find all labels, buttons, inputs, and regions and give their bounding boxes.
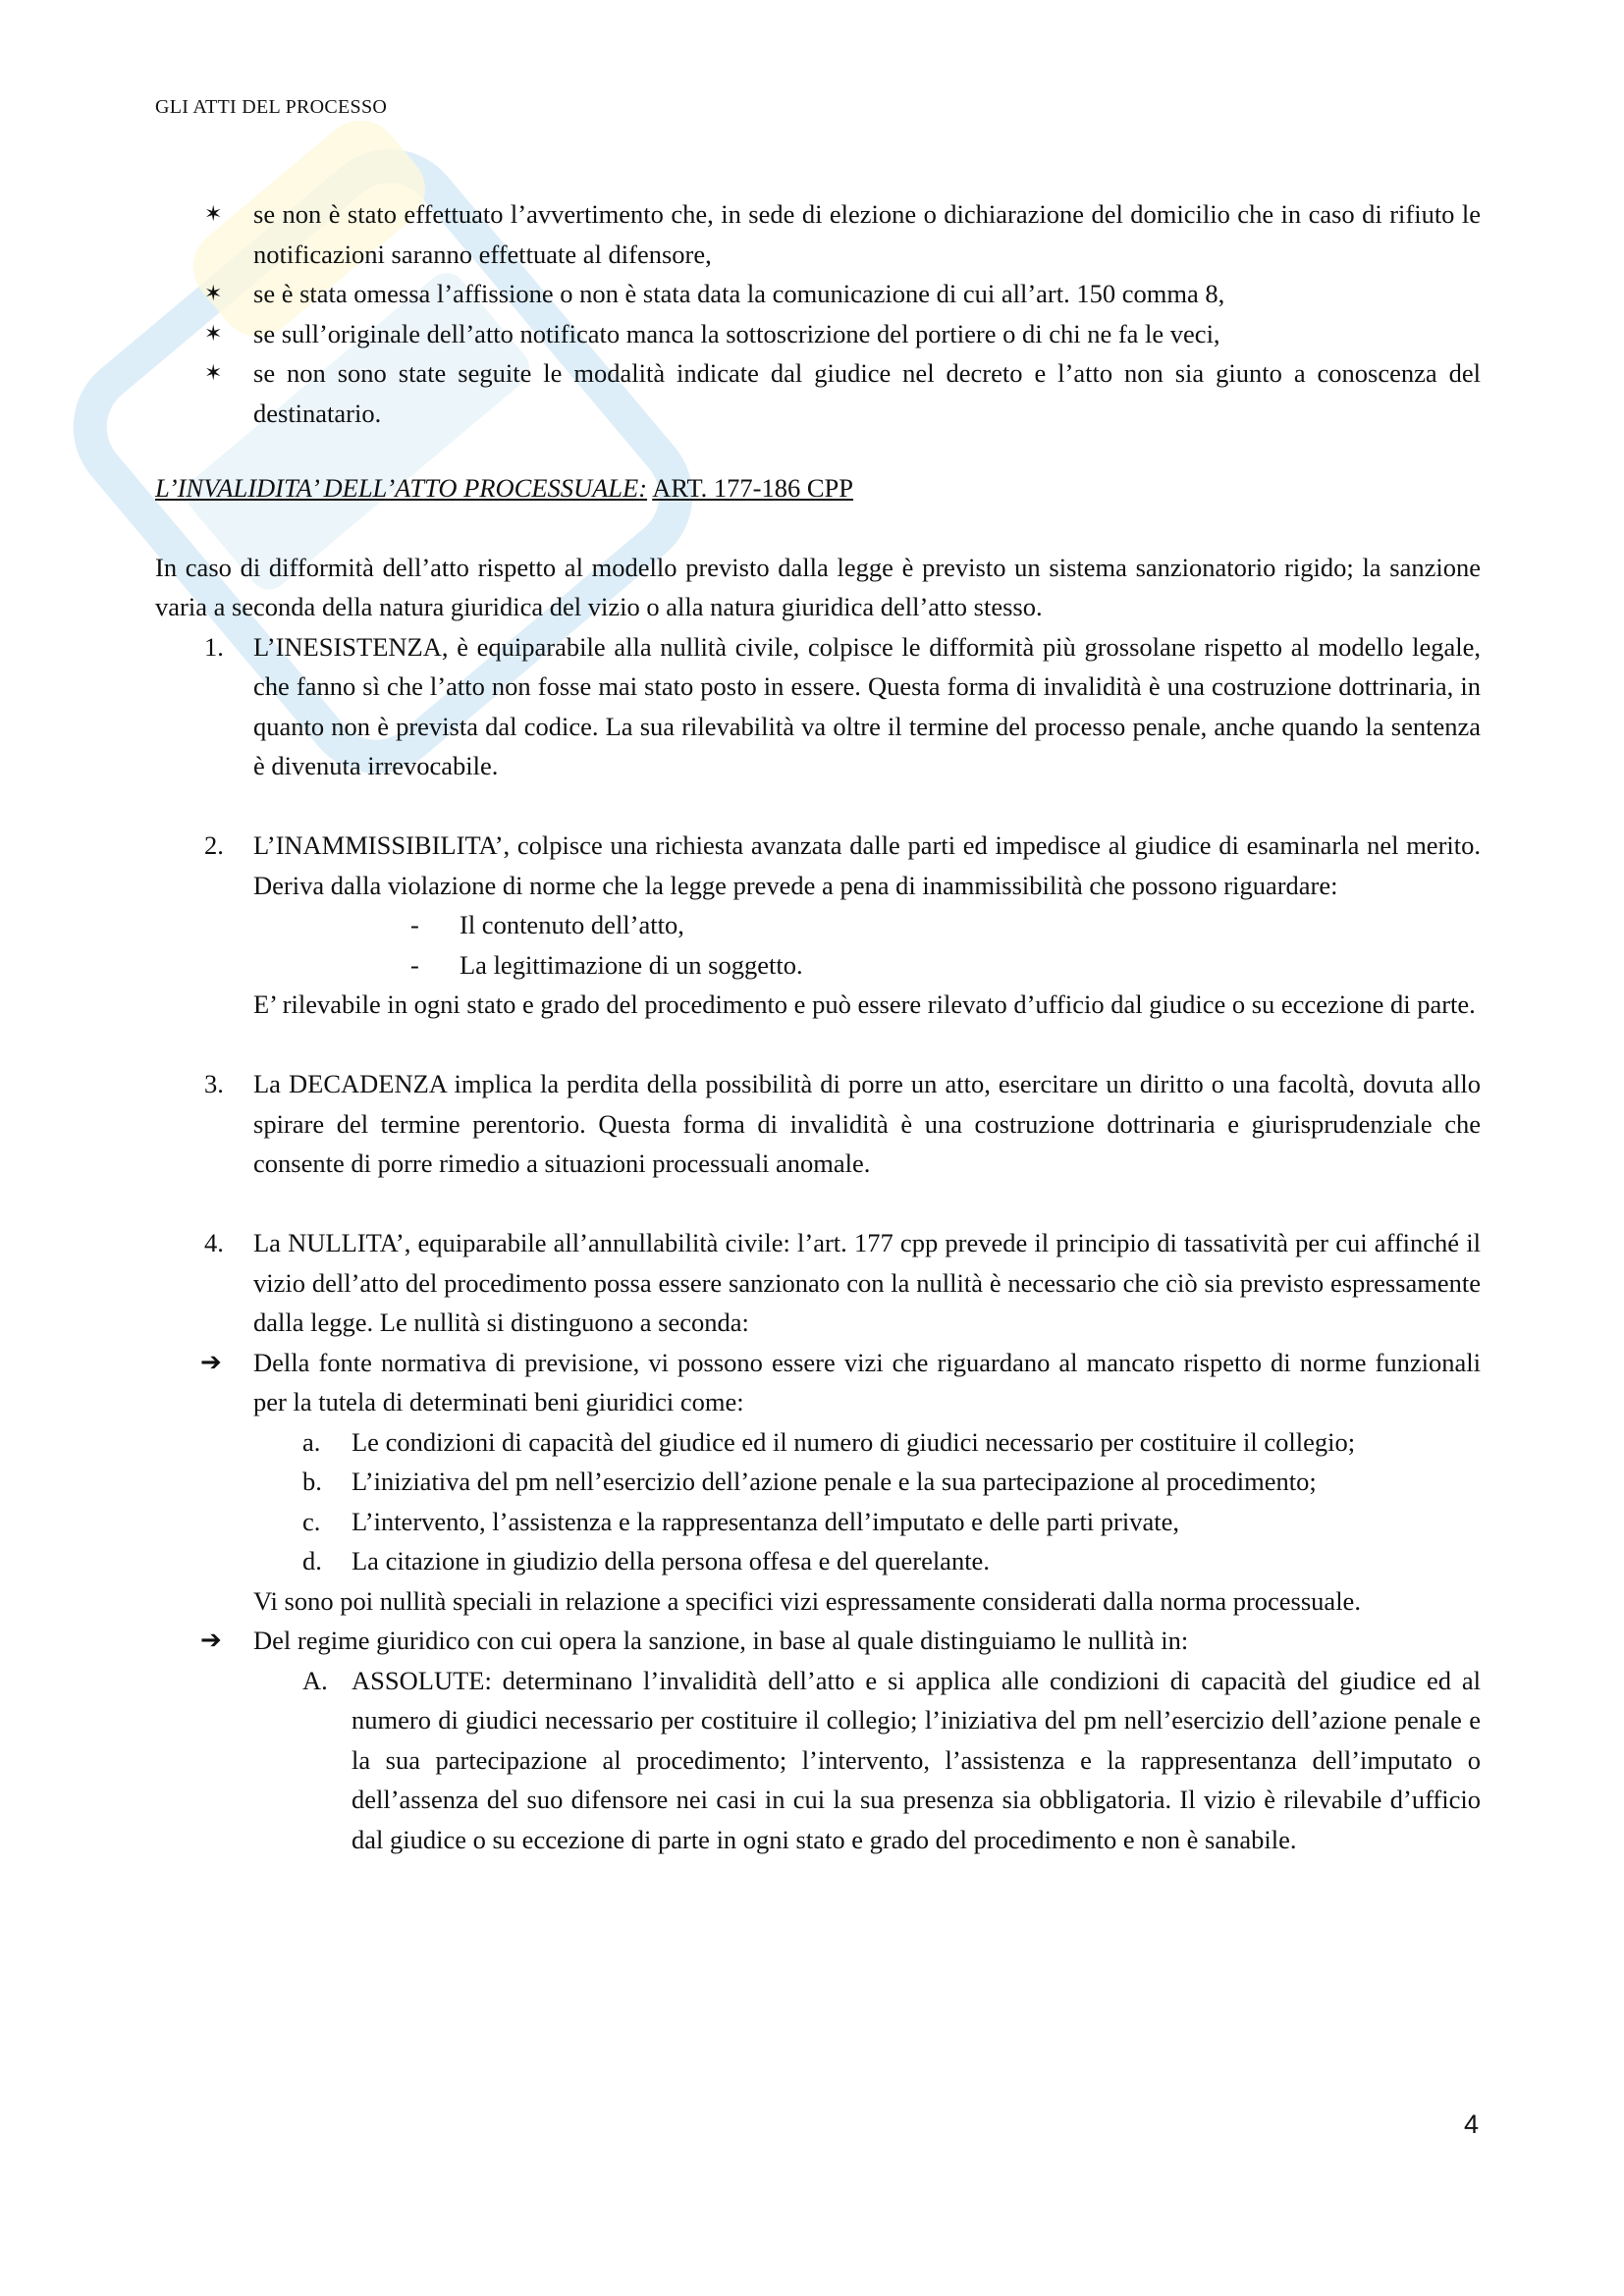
list-item <box>155 274 1481 314</box>
item-text: La DECADENZA implica la perdita della possibilità di porre un atto, esercitare un diritto o una facoltà, dovuta allo spirare del termine perentorio. Questa forma di invalidità è una costruzione dottrinaria e giurisprudenziale che consente di porre rimedio a situazioni processuali anomale. <box>253 1069 1481 1178</box>
list-item <box>155 1502 1481 1542</box>
list-item <box>155 905 1481 945</box>
list-item-text: L’intervento, l’assistenza e la rappresentanza dell’imputato e delle parti private, <box>352 1506 1179 1536</box>
item-letter: b. <box>302 1467 322 1496</box>
regime-sublist <box>155 1661 1481 1860</box>
list-item <box>155 353 1481 433</box>
item-note: Vi sono poi nullità speciali in relazione a specifici vizi espressamente considerati dalla norma processuale. <box>253 1585 1361 1616</box>
nullity-classification-list <box>155 1343 1481 1860</box>
list-item-text: Del regime giuridico con cui opera la sanzione, in base al quale distinguiamo le nullità in: <box>253 1626 1189 1655</box>
list-item <box>155 1541 1481 1581</box>
arrow-right-icon: ➔ <box>200 1626 222 1655</box>
section-heading <box>155 468 1481 508</box>
item-letter: A. <box>302 1665 328 1695</box>
item-inammissibilita <box>155 826 1481 1025</box>
list-item-text: se sull’originale dell’atto notificato manca la sottoscrizione del portiere o di chi ne fa le veci, <box>253 318 1220 348</box>
item-number: 2. <box>204 830 224 860</box>
classification-regime <box>155 1621 1481 1859</box>
fonte-sublist <box>155 1422 1481 1581</box>
item-text: La NULLITA’, equiparabile all’annullabilità civile: l’art. 177 cpp prevede il principio di tassatività per cui affinché il vizio dell’atto del procedimento possa essere sanzionato con la nullità è necessario che ciò sia previsto espressamente dalla legge. Le nullità si distinguono a seconda: <box>253 1228 1481 1337</box>
dash-bullet: - <box>410 949 419 980</box>
list-item-text: se non è stato effettuato l’avvertimento che, in sede di elezione o dichiarazione del domicilio che in caso di rifiuto le notificazioni saranno effettuate al difensore, <box>253 199 1481 269</box>
item-number: 1. <box>204 631 224 662</box>
item-letter: c. <box>302 1506 321 1536</box>
list-item <box>155 194 1481 274</box>
item-text: L’INAMMISSIBILITA’, colpisce una richiesta avanzata dalle parti ed impedisce al giudice di esaminarla nel merito. Deriva dalla violazione di norme che la legge prevede a pena di inammissibilità che possono riguardare: <box>253 830 1481 900</box>
item-inesistenza <box>155 627 1481 786</box>
section-heading-article: ART. 177-186 CPP <box>652 473 854 503</box>
item-decadenza <box>155 1064 1481 1184</box>
inammissibilita-sublist <box>155 905 1481 985</box>
list-item-text: se è stata omessa l’affissione o non è stata data la comunicazione di cui all’art. 150 comma 8, <box>253 279 1225 308</box>
list-item-text: se non sono state seguite le modalità indicate dal giudice nel decreto e l’atto non sia giunto a conoscenza del destinatario. <box>253 358 1481 428</box>
invalidity-types-list <box>155 627 1481 1343</box>
item-letter: d. <box>302 1546 322 1575</box>
item-number: 3. <box>204 1069 224 1098</box>
page-number: 4 <box>1463 2109 1479 2139</box>
star-bullet-icon: ✶ <box>204 320 223 346</box>
notification-defects-list <box>155 194 1481 433</box>
list-item <box>155 945 1481 986</box>
list-item <box>155 1422 1481 1463</box>
classification-fonte <box>155 1343 1481 1622</box>
list-item <box>155 314 1481 354</box>
item-nullita <box>155 1223 1481 1343</box>
star-bullet-icon: ✶ <box>204 281 223 305</box>
list-item-text: L’iniziativa del pm nell’esercizio dell’azione penale e la sua partecipazione al procedimento; <box>352 1467 1317 1496</box>
item-note: E’ rilevabile in ogni stato e grado del procedimento e può essere rilevato d’ufficio dal giudice o su eccezione di parte. <box>253 989 1476 1019</box>
item-number: 4. <box>204 1228 224 1257</box>
list-item-text: Il contenuto dell’atto, <box>460 910 684 939</box>
list-item-text: Della fonte normativa di previsione, vi possono essere vizi che riguardano al mancato rispetto di norme funzionali per la tutela di determinati beni giuridici come: <box>253 1347 1481 1416</box>
list-item <box>155 1661 1481 1860</box>
arrow-right-icon: ➔ <box>200 1347 222 1377</box>
list-item <box>155 1462 1481 1502</box>
running-header: GLI ATTI DEL PROCESSO <box>155 96 388 118</box>
intro-paragraph: In caso di difformità dell’atto rispetto al modello previsto dalla legge è previsto un sistema sanzionatorio rigido; la sanzione varia a seconda della natura giuridica del vizio o alla natura giuridica dell’atto stesso. <box>155 552 1481 621</box>
section-heading-italic: L’INVALIDITA’ DELL’ATTO PROCESSUALE: <box>155 473 648 503</box>
star-bullet-icon: ✶ <box>204 201 223 226</box>
page-content <box>155 194 1481 1859</box>
star-bullet-icon: ✶ <box>204 360 223 385</box>
list-item-text: La citazione in giudizio della persona offesa e del querelante. <box>352 1546 990 1575</box>
list-item-text: La legittimazione di un soggetto. <box>460 949 803 980</box>
item-text: L’INESISTENZA, è equiparabile alla nullità civile, colpisce le difformità più grossolane rispetto al modello legale, che fanno sì che l’atto non fosse mai stato posto in essere. Questa forma di invalidità è una costruzione dottrinaria, in quanto non è prevista dal codice. La sua rilevabilità va oltre il termine del processo penale, anche quando la sentenza è divenuta irrevocabile. <box>253 631 1481 780</box>
dash-bullet: - <box>410 910 419 939</box>
item-letter: a. <box>302 1426 321 1457</box>
list-item-text: ASSOLUTE: determinano l’invalidità dell’atto e si applica alle condizioni di capacità del giudice ed al numero di giudici necessario per costituire il collegio; l’iniziativa del pm nell’esercizio dell’azione penale e la sua partecipazione al procedimento; l’intervento, l’assistenza e la rappresentanza dell’imputato o dell’assenza del suo difensore nei casi in cui la sua presenza sia obbligatoria. Il vizio è rilevabile d’ufficio dal giudice o su eccezione di parte in ogni stato e grado del procedimento e non è sanabile. <box>352 1665 1481 1854</box>
list-item-text: Le condizioni di capacità del giudice ed il numero di giudici necessario per costituire il collegio; <box>352 1426 1356 1457</box>
